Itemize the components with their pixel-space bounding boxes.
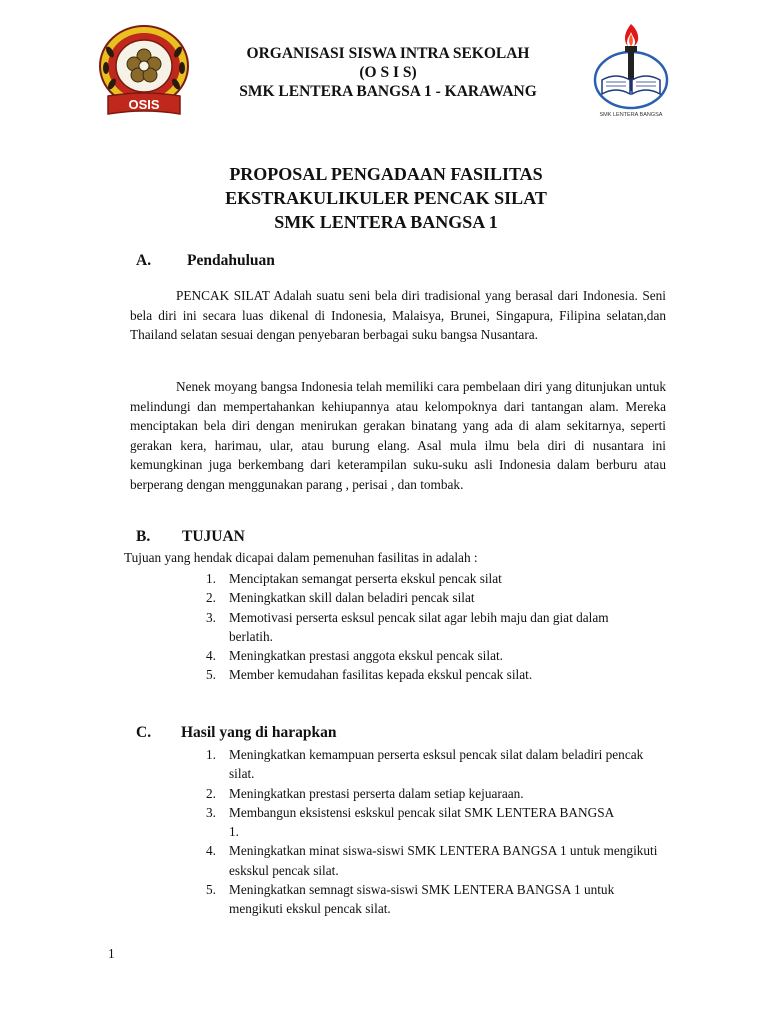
title-line-1: PROPOSAL PENGADAAN FASILITAS <box>229 164 543 184</box>
list-item: 4. Meningkatkan minat siswa-siswi SMK LENTERA BANGSA 1 untuk mengikuti eskskul pencak silat. <box>206 843 658 878</box>
section-a-paragraph-1: PENCAK SILAT Adalah suatu seni bela diri tradisional yang berasal dari Indonesia. Seni bela diri ini secara luas dikenal di Indonesia, Malaisya, Brunei, Singapura, Filipina selatan,dan Thailand selatan sesuai dengan penyebaran berbagai suku bangsa Nusantara. <box>130 288 666 343</box>
section-b-list <box>200 569 640 685</box>
list-item: 1. Menciptakan semangat perserta ekskul pencak silat <box>206 571 502 586</box>
list-item: 2. Meningkatkan prestasi perserta dalam setiap kejuaraan. <box>206 785 524 801</box>
letterhead-school: SMK LENTERA BANGSA 1 - KARAWANG <box>239 83 537 100</box>
list-item: 3. Memotivasi perserta esksul pencak silat agar lebih maju dan giat dalam berlatih. <box>206 609 609 644</box>
section-a-title: Pendahuluan <box>187 252 275 269</box>
title-line-3: SMK LENTERA BANGSA 1 <box>274 212 498 232</box>
section-c-title: Hasil yang di harapkan <box>181 724 337 741</box>
list-item: 4. Meningkatkan prestasi anggota ekskul pencak silat. <box>206 648 503 664</box>
section-c-letter: C. <box>136 724 152 741</box>
osis-logo <box>96 22 192 120</box>
section-b-title: TUJUAN <box>182 528 245 545</box>
school-logo-text: SMK LENTERA BANGSA <box>599 112 663 118</box>
section-a-paragraph-2: Nenek moyang bangsa Indonesia telah memiliki cara pembelaan diri yang ditunjukan untuk melindungi dan mempertahankan kehiupannya atau kelompoknya dari tantangan alam. Mereka menciptakan bela diri dengan menirukan gerakan binatang yang ada di alam sekitarnya, seperti gerakan kera, harimau, ular, atau burung elang. Asal mula ilmu bela diri di nusantara ini kemungkinan juga berkembang dari keterampilan suku-suku asli Indonesia dalam berburu atau berperang dengan menggunakan parang , perisai , dan tombak. <box>130 379 666 492</box>
letterhead <box>196 44 580 101</box>
osis-logo-text: OSIS <box>128 97 160 112</box>
list-item: 1. Meningkatkan kemampuan perserta esksul pencak silat dalam beladiri pencak silat. <box>206 747 644 782</box>
list-item: 2. Meningkatkan skill dalan beladiri pencak silat <box>206 590 475 606</box>
section-a-letter: A. <box>136 252 152 269</box>
title-line-2: EKSTRAKULIKULER PENCAK SILAT <box>225 188 547 208</box>
list-item: 5. Meningkatkan semnagt siswa-siswi SMK LENTERA BANGSA 1 untuk mengikuti ekskul pencak silat. <box>206 882 615 917</box>
section-c-list <box>200 745 670 919</box>
letterhead-abbrev: (O S I S) <box>359 64 417 81</box>
list-item: 3. Membangun eksistensi eskskul pencak silat SMK LENTERA BANGSA 1. <box>206 804 614 840</box>
page-number: 1 <box>108 946 115 961</box>
letterhead-org: ORGANISASI SISWA INTRA SEKOLAH <box>246 45 530 62</box>
school-logo <box>590 18 672 122</box>
osis-emblem-icon <box>96 22 192 120</box>
list-item: 5. Member kemudahan fasilitas kepada ekskul pencak silat. <box>206 667 533 683</box>
document-title <box>130 162 642 234</box>
torch-book-emblem-icon <box>590 18 672 122</box>
section-b-intro: Tujuan yang hendak dicapai dalam pemenuhan fasilitas in adalah : <box>124 550 478 565</box>
section-b-letter: B. <box>136 528 151 545</box>
